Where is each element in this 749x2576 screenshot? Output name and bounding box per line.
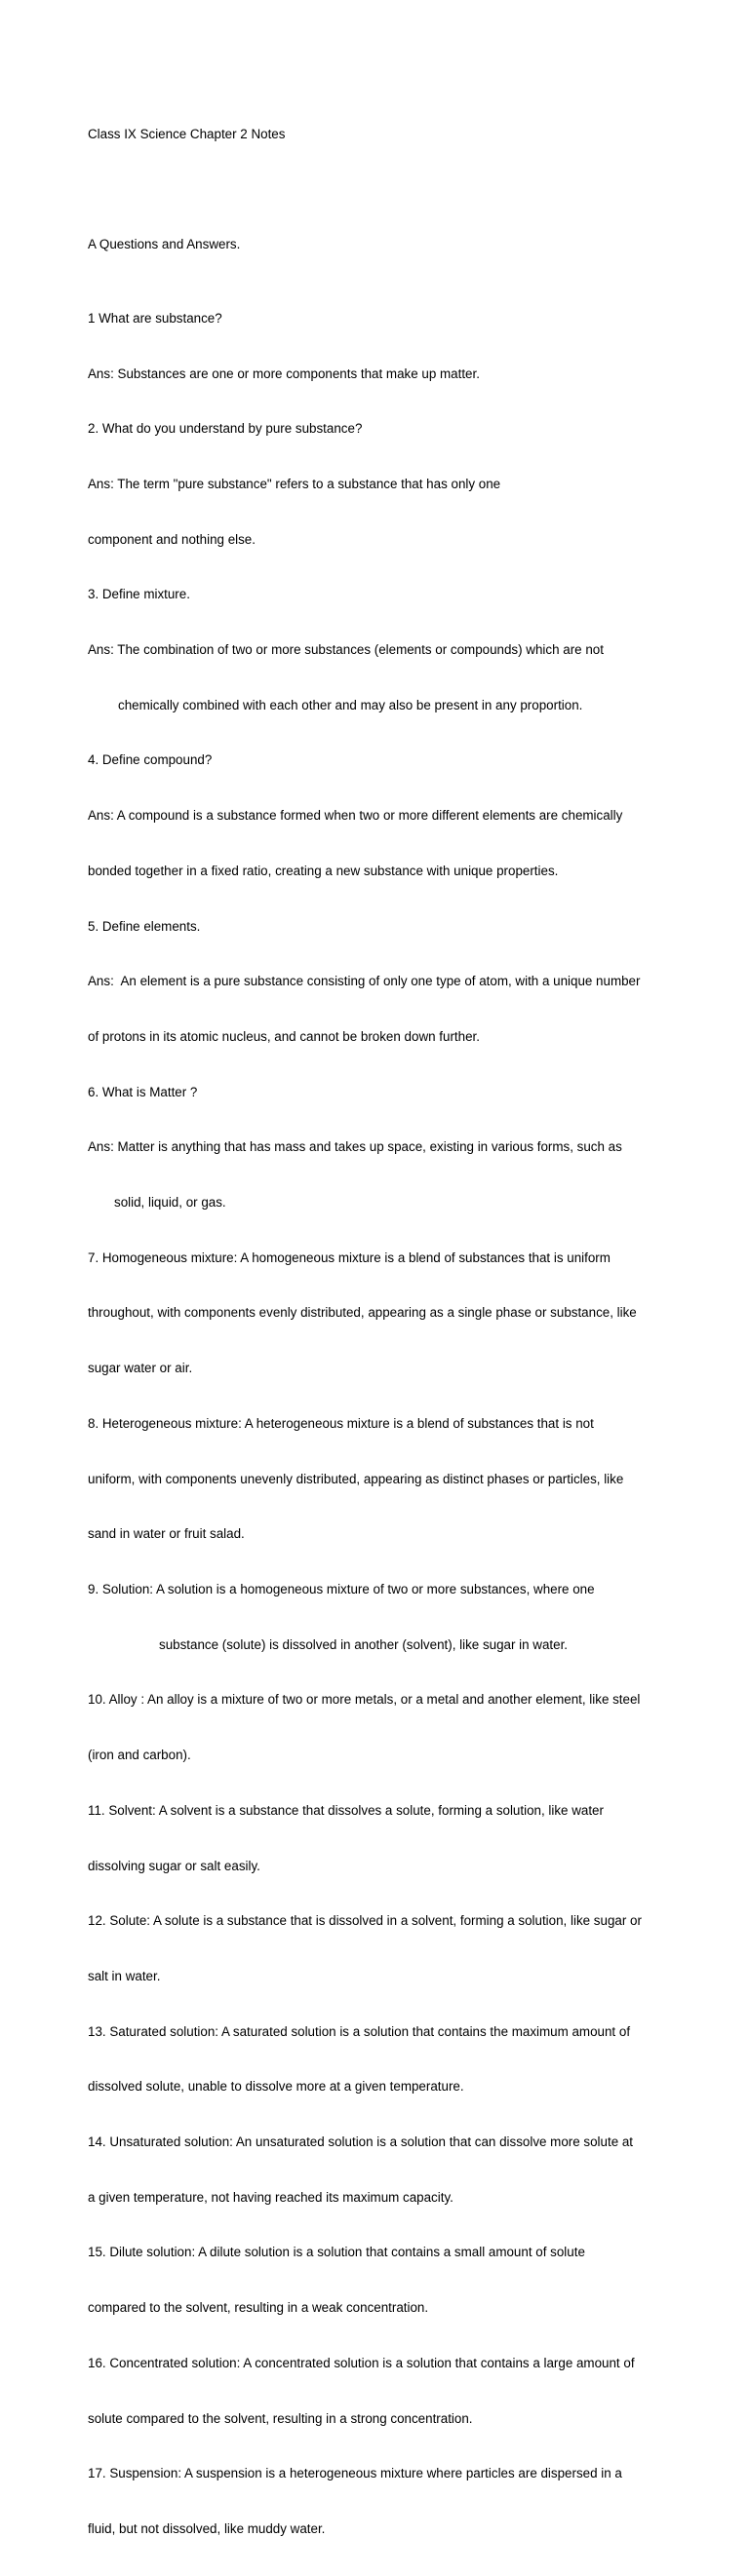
answer-4: Ans: A compound is a substance formed when two or more different elements are chemically [88, 808, 623, 824]
item-14-cont: a given temperature, not having reached its maximum capacity. [88, 2189, 453, 2205]
blank-line [88, 181, 673, 200]
answer-5: Ans: An element is a pure substance consisting of only one type of atom, with a unique number [88, 974, 641, 989]
answer-4-cont: bonded together in a fixed ratio, creating a new substance with unique properties. [88, 863, 559, 878]
item-10: 10. Alloy : An alloy is a mixture of two or more metals, or a metal and another element, like steel [88, 1692, 641, 1708]
item-13: 13. Saturated solution: A saturated solution is a solution that contains the maximum amount of [88, 2023, 631, 2039]
question-4: 4. Define compound? [88, 752, 213, 768]
answer-6-cont: solid, liquid, or gas. [114, 1195, 226, 1211]
item-11: 11. Solvent: A solvent is a substance that dissolves a solute, forming a solution, like water [88, 1802, 604, 1818]
answer-3: Ans: The combination of two or more substances (elements or compounds) which are not [88, 642, 604, 658]
item-7-cont: sugar water or air. [88, 1361, 193, 1376]
question-6: 6. What is Matter ? [88, 1084, 198, 1099]
answer-2: Ans: The term "pure substance" refers to a substance that has only one [88, 476, 501, 491]
item-15: 15. Dilute solution: A dilute solution is a solution that contains a small amount of solute [88, 2245, 585, 2260]
answer-6: Ans: Matter is anything that has mass and takes up space, existing in various forms, such as [88, 1139, 622, 1155]
question-5: 5. Define elements. [88, 918, 201, 934]
question-1: 1 What are substance? [88, 310, 222, 326]
answer-5-cont: of protons in its atomic nucleus, and cannot be broken down further. [88, 1028, 480, 1044]
item-17: 17. Suspension: A suspension is a heterogeneous mixture where particles are dispersed in a [88, 2466, 622, 2481]
item-9: 9. Solution: A solution is a homogeneous mixture of two or more substances, where one [88, 1582, 595, 1596]
item-16-cont: solute compared to the solvent, resulting in a strong concentration. [88, 2410, 473, 2426]
item-8: 8. Heterogeneous mixture: A heterogeneous mixture is a blend of substances that is not [88, 1415, 594, 1431]
item-8-cont: sand in water or fruit salad. [88, 1526, 245, 1542]
item-7-cont: throughout, with components evenly distributed, appearing as a single phase or substance, like [88, 1305, 637, 1321]
question-2: 2. What do you understand by pure substance? [88, 421, 363, 437]
item-11-cont: dissolving sugar or salt easily. [88, 1858, 260, 1873]
notes-body [88, 89, 673, 2576]
answer-2-cont: component and nothing else. [88, 531, 256, 547]
document-title: Class IX Science Chapter 2 Notes [88, 126, 286, 141]
item-15-cont: compared to the solvent, resulting in a weak concentration. [88, 2300, 429, 2316]
item-13-cont: dissolved solute, unable to dissolve more at a given temperature. [88, 2079, 464, 2095]
answer-3-cont: chemically combined with each other and may also be present in any proportion. [118, 697, 583, 712]
answer-1: Ans: Substances are one or more components that make up matter. [88, 365, 480, 381]
item-8-cont: uniform, with components unevenly distributed, appearing as distinct phases or particles, like [88, 1471, 624, 1486]
item-14: 14. Unsaturated solution: An unsaturated solution is a solution that can dissolve more solute at [88, 2134, 634, 2150]
item-7: 7. Homogeneous mixture: A homogeneous mixture is a blend of substances that is uniform [88, 1250, 611, 1265]
item-17-cont: fluid, but not dissolved, like muddy water. [88, 2520, 326, 2536]
item-12: 12. Solute: A solute is a substance that is dissolved in a solvent, forming a solution, like sugar or [88, 1913, 642, 1929]
question-3: 3. Define mixture. [88, 587, 190, 602]
item-10-cont: (iron and carbon). [88, 1748, 191, 1763]
item-12-cont: salt in water. [88, 1968, 161, 1983]
item-9-cont: substance (solute) is dissolved in another (solvent), like sugar in water. [159, 1636, 569, 1652]
section-heading: A Questions and Answers. [88, 237, 241, 252]
item-16: 16. Concentrated solution: A concentrated solution is a solution that contains a large amount of [88, 2355, 635, 2370]
